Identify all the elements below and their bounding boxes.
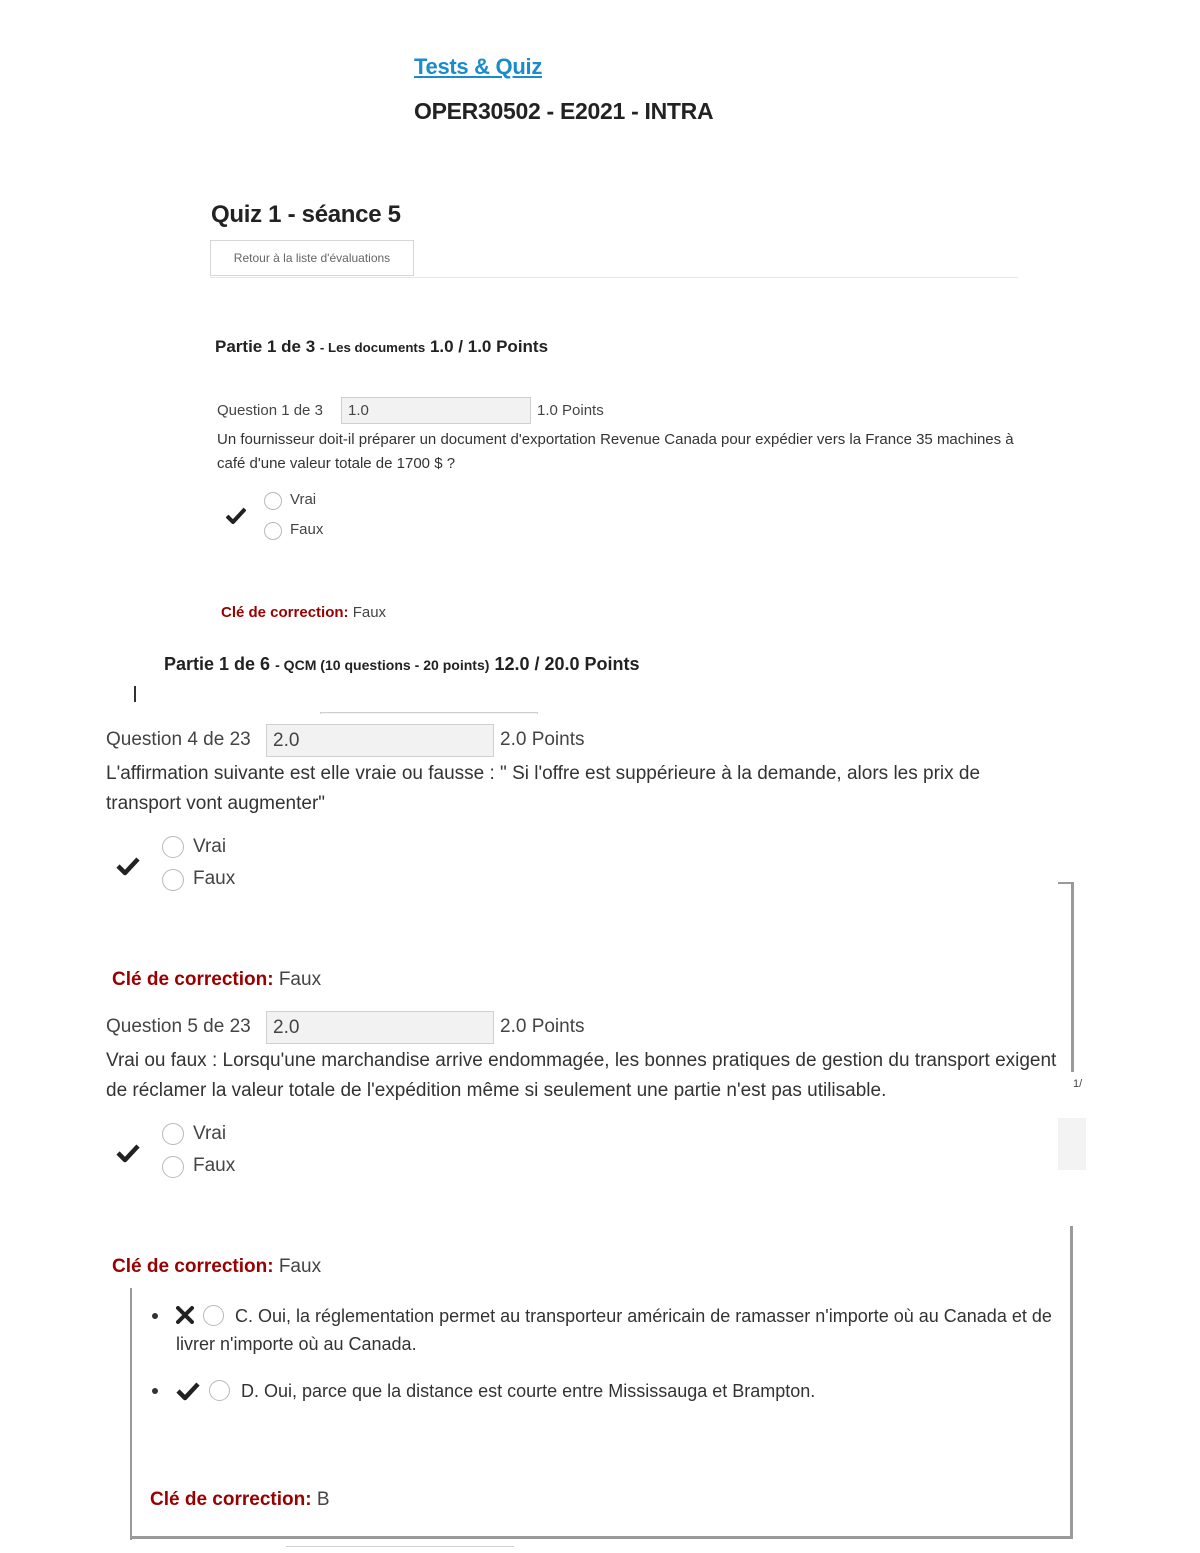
radio-faux[interactable] [264,522,282,540]
question-label: Question 4 de 23 [106,729,251,750]
correction-key-value: B [316,1489,330,1510]
option-label-faux: Faux [290,521,324,538]
check-icon [226,507,246,524]
option-label-faux: Faux [193,1155,236,1176]
frame-edge [130,1536,1073,1539]
question-points: 2.0 Points [500,1016,585,1037]
back-to-evaluations-button[interactable]: Retour à la liste d'évaluations [210,240,414,276]
radio-option-d[interactable] [209,1380,230,1401]
frame-fragment [1058,1118,1086,1170]
check-icon [176,1381,200,1401]
option-label-vrai: Vrai [193,836,227,857]
answer-option-d: D. Oui, parce que la distance est courte entre Mississauga et Brampton. [241,1381,816,1401]
frame-edge [1071,882,1074,1072]
correction-key [112,1256,321,1278]
cut-mask [0,714,1200,730]
radio-faux[interactable] [162,1156,184,1178]
bullet [152,1313,158,1319]
answer-option-c: C. Oui, la réglementation permet au transporteur américain de ramasser n'importe où au Canada et de livrer n'importe où au Canada. [176,1306,1052,1354]
part-heading-main: Partie 1 de 3 [215,337,316,356]
quiz-title: Quiz 1 - séance 5 [211,201,401,228]
part-heading-score: 12.0 / 20.0 Points [494,654,640,674]
part-heading [164,654,640,675]
part-heading-sub: - QCM (10 questions - 20 points) [275,657,490,673]
question-text: Un fournisseur doit-il préparer un document d'exportation Revenue Canada pour expédier vers la France 35 machines à café d'une valeur totale de 1700 $ ? [217,431,1014,472]
check-icon [116,856,140,876]
correction-key-label: Clé de correction: [112,1256,274,1277]
option-label-vrai: Vrai [193,1123,227,1144]
correction-key-label: Clé de correction: [150,1489,312,1510]
question-points: 2.0 Points [500,729,585,750]
part-heading [215,337,548,357]
part-heading-sub: - Les documents [319,340,426,355]
question-label: Question 5 de 23 [106,1016,251,1037]
frame-edge [1070,1226,1073,1538]
part-heading-score: 1.0 / 1.0 Points [429,337,549,356]
side-marker: 1/ [1073,1078,1083,1090]
bullet [152,1388,158,1394]
question-points: 1.0 Points [537,402,604,419]
score-input[interactable]: 2.0 [266,724,494,757]
correction-key-label: Clé de correction: [221,604,349,621]
tests-quiz-link[interactable]: Tests & Quiz [414,54,543,79]
correction-key-label: Clé de correction: [112,969,274,990]
radio-vrai[interactable] [264,492,282,510]
question-text: Vrai ou faux : Lorsqu'une marchandise arrive endommagée, les bonnes pratiques de gestion du transport exigent de réclamer la valeur totale de l'expédition même si seulement une partie n'est pas utilisable. [106,1050,1057,1101]
correction-key-value: Faux [352,604,387,621]
check-icon [116,1143,140,1163]
radio-vrai[interactable] [162,1123,184,1145]
score-input[interactable]: 2.0 [266,1011,494,1044]
cut-fragment [286,1546,514,1547]
frame-edge [130,1288,132,1540]
site-title: OPER30502 - E2021 - INTRA [414,98,714,124]
cut-fragment [134,686,136,702]
divider [210,277,1018,278]
radio-faux[interactable] [162,869,184,891]
question-label: Question 1 de 3 [217,402,323,419]
correction-key [150,1489,330,1511]
option-label-faux: Faux [193,868,236,889]
option-label-vrai: Vrai [290,491,317,508]
correction-key [221,604,386,621]
correction-key-value: Faux [278,969,322,990]
radio-vrai[interactable] [162,836,184,858]
correction-key-value: Faux [278,1256,322,1277]
part-heading-main: Partie 1 de 6 [164,654,271,674]
question-text: L'affirmation suivante est elle vraie ou fausse : " Si l'offre est suppérieure à la demande, alors les prix de transport vont augmenter" [106,763,981,814]
correction-key [112,969,321,991]
score-input[interactable]: 1.0 [341,397,531,424]
